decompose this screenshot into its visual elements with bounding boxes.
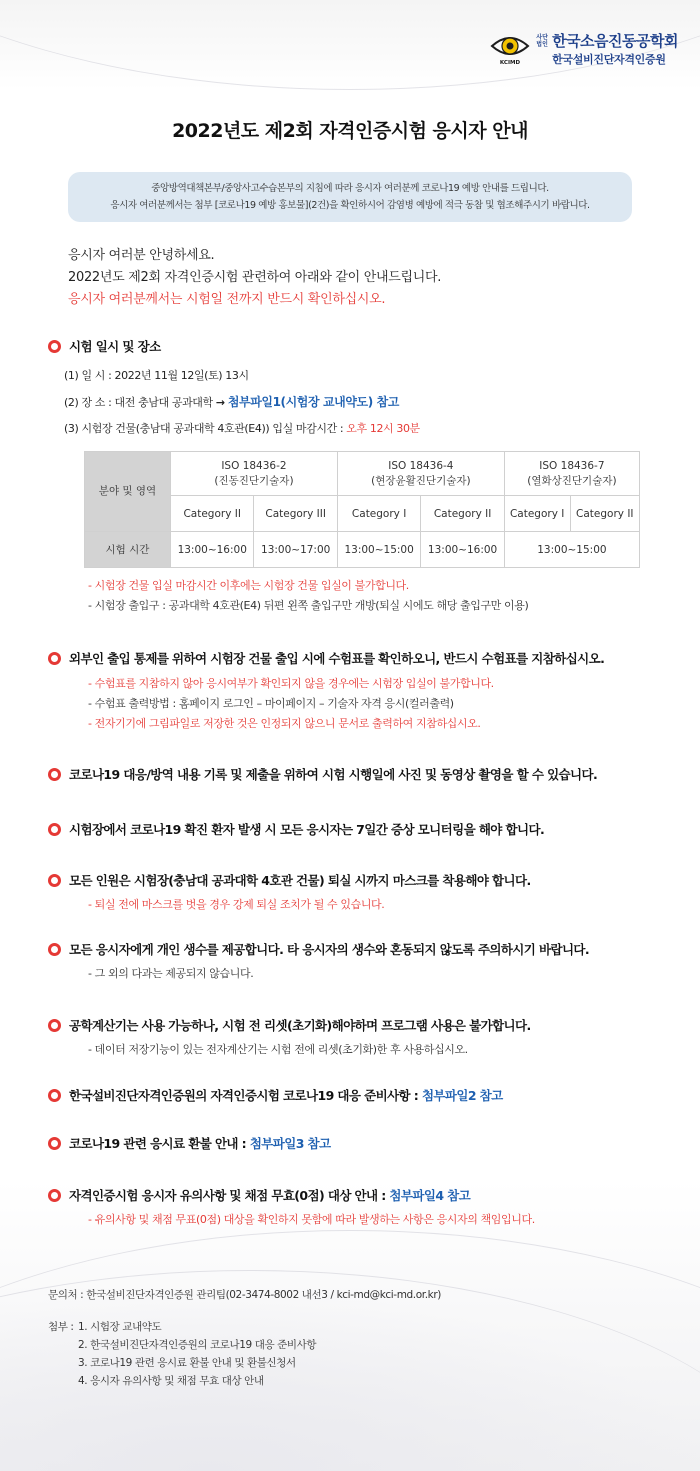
section-prep: 한국설비진단자격인증원의 자격인증시험 코로나19 대응 준비사항 : 첨부파일2 참고 xyxy=(48,1086,503,1104)
section-invalidation: 자격인증시험 응시자 유의사항 및 채점 무효(0점) 대상 안내 : 첨부파일4 참고 - 유의사항 및 채점 무표(0점) 대상을 확인하지 못함에 따라 발생하는 사항은 응시자의 책임입니다. xyxy=(48,1186,535,1230)
table-header-field: 분야 및 영역 xyxy=(85,452,171,532)
circle-bullet-icon xyxy=(48,1189,61,1202)
section-heading: 시험장에서 코로나19 확진 환자 발생 시 모든 응시자는 7일간 증상 모니터링을 해야 합니다. xyxy=(69,822,545,837)
logo-title: 한국소음진동공학회 xyxy=(552,32,678,50)
page-title: 2022년도 제2회 자격인증시험 응시자 안내 xyxy=(172,120,528,142)
circle-bullet-icon xyxy=(48,943,61,956)
attachment-link-4[interactable]: 첨부파일4 참고 xyxy=(389,1188,471,1203)
circle-bullet-icon xyxy=(48,768,61,781)
section-mask xyxy=(48,871,531,915)
greeting-line: 응시자 여러분 안녕하세요. xyxy=(68,248,215,263)
table-time: 13:00~16:00 xyxy=(421,532,504,568)
attachment-item: 1. 시험장 교내약도 xyxy=(78,1321,162,1333)
attachment-link-3[interactable]: 첨부파일3 참고 xyxy=(249,1136,331,1151)
exam-schedule-table xyxy=(84,451,640,568)
logo-tag: 사단법인 xyxy=(536,33,548,48)
table-category: Category III xyxy=(254,496,337,532)
section-heading: 코로나19 대응/방역 내용 기록 및 제출을 위하여 시험 시행일에 사진 및 동영상 촬영을 할 수 있습니다. xyxy=(69,767,598,782)
table-time: 13:00~15:00 xyxy=(504,532,639,568)
section-refund: 코로나19 관련 응시료 환불 안내 : 첨부파일3 참고 xyxy=(48,1134,331,1152)
note: - 그 외의 다과는 제공되지 않습니다. xyxy=(88,967,254,980)
table-category: Category II xyxy=(570,496,639,532)
svg-text:KCIMD: KCIMD xyxy=(500,59,521,66)
section-heading: 시험 일시 및 장소 xyxy=(69,339,161,354)
schedule-date: (1) 일 시 : 2022년 11월 12일(토) 13시 xyxy=(64,369,249,382)
covid-notice-box xyxy=(68,172,632,222)
section-water xyxy=(48,940,589,984)
table-category: Category II xyxy=(171,496,254,532)
note-red: - 전자기기에 그림파일로 저장한 것은 인정되지 않으니 문서로 출력하여 지참하십시오. xyxy=(88,717,481,730)
attachment-link-1[interactable]: 첨부파일1(시험장 교내약도) 참고 xyxy=(227,395,399,409)
greeting-warning: 응시자 여러분께서는 시험일 전까지 반드시 확인하십시오. xyxy=(68,292,386,307)
section-calculator xyxy=(48,1016,531,1060)
notice-line: 응시자 여러분께서는 첨부 [코로나19 예방 홍보물](2건)을 확인하시어 감염병 예방에 적극 동참 및 협조해주시기 바랍니다. xyxy=(110,200,590,211)
note-red: - 유의사항 및 채점 무표(0점) 대상을 확인하지 못함에 따라 발생하는 사항은 응시자의 책임입니다. xyxy=(88,1213,535,1226)
contact-info: 문의처 : 한국설비진단자격인증원 관리팀(02-3474-8002 내선3 / kci-md@kci-md.or.kr) xyxy=(48,1289,441,1301)
circle-bullet-icon xyxy=(48,340,61,353)
eye-logo-icon xyxy=(490,32,530,66)
notice-line: 중앙방역대책본부/중앙사고수습본부의 지침에 따라 응시자 여러분께 코로나19 예방 안내를 드립니다. xyxy=(151,183,549,194)
attachment-link-2[interactable]: 첨부파일2 참고 xyxy=(421,1088,503,1103)
circle-bullet-icon xyxy=(48,1137,61,1150)
circle-bullet-icon xyxy=(48,874,61,887)
note-red: - 수험표를 지참하지 않아 응시여부가 확인되지 않을 경우에는 시험장 입실이 불가합니다. xyxy=(88,677,494,690)
section-monitoring xyxy=(48,820,544,838)
attachment-item: 4. 응시자 유의사항 및 채점 무효 대상 안내 xyxy=(78,1375,264,1387)
table-category: Category II xyxy=(421,496,504,532)
table-time: 13:00~15:00 xyxy=(337,532,420,568)
table-group-header: ISO 18436-7 (열화상진단기술자) xyxy=(504,452,639,496)
schedule-place: (2) 장 소 : 대전 충남대 공과대학 → 첨부파일1(시험장 교내약도) 참고 xyxy=(64,395,399,409)
table-header-time: 시험 시간 xyxy=(85,532,171,568)
section-heading: 모든 인원은 시험장(충남대 공과대학 4호관 건물) 퇴실 시까지 마스크를 착용해야 합니다. xyxy=(69,873,531,888)
circle-bullet-icon xyxy=(48,1089,61,1102)
section-heading: 모든 응시자에게 개인 생수를 제공합니다. 타 응시자의 생수와 혼동되지 않도록 주의하시기 바랍니다. xyxy=(69,942,590,957)
attachment-item: 3. 코로나19 관련 응시료 환불 안내 및 환불신청서 xyxy=(78,1357,296,1369)
deadline-time: 오후 12시 30분 xyxy=(346,422,420,435)
greeting xyxy=(68,245,441,311)
section-photo xyxy=(48,765,597,783)
attachment-label: 첨부 : xyxy=(48,1321,74,1333)
table-group-header: ISO 18436-4 (현장윤활진단기술자) xyxy=(337,452,504,496)
table-time: 13:00~17:00 xyxy=(254,532,337,568)
organization-logo xyxy=(490,30,678,67)
arrow-right-icon: → xyxy=(215,396,225,409)
table-group-header: ISO 18436-2 (진동진단기술자) xyxy=(171,452,338,496)
logo-subtitle: 한국설비진단자격인증원 xyxy=(552,53,666,66)
note: - 시험장 출입구 : 공과대학 4호관(E4) 뒤편 왼쪽 출입구만 개방(퇴실 시에도 해당 출입구만 이용) xyxy=(88,599,529,612)
greeting-line: 2022년도 제2회 자격인증시험 관련하여 아래와 같이 안내드립니다. xyxy=(68,270,442,285)
section-heading: 공학계산기는 사용 가능하나, 시험 전 리셋(초기화)해야하며 프로그램 사용은 불가합니다. xyxy=(69,1018,531,1033)
schedule-deadline: (3) 시험장 건물(충남대 공과대학 4호관(E4)) 입실 마감시간 : 오후 12시 30분 xyxy=(64,422,420,435)
table-category: Category I xyxy=(337,496,420,532)
note: - 수험표 출력방법 : 홈페이지 로그인 – 마이페이지 – 기술자 자격 응시(컬러출력) xyxy=(88,697,454,710)
section-ticket xyxy=(48,649,604,734)
section-schedule xyxy=(48,337,420,442)
schedule-notes xyxy=(48,576,528,616)
circle-bullet-icon xyxy=(48,1019,61,1032)
section-heading: 외부인 출입 통제를 위하여 시험장 건물 출입 시에 수험표를 확인하오니, 반드시 수험표를 지참하십시오. xyxy=(69,651,605,666)
attachment-list xyxy=(48,1318,316,1390)
circle-bullet-icon xyxy=(48,652,61,665)
table-time: 13:00~16:00 xyxy=(171,532,254,568)
circle-bullet-icon xyxy=(48,823,61,836)
note-red: - 시험장 건물 입실 마감시간 이후에는 시험장 건물 입실이 불가합니다. xyxy=(88,579,409,592)
table-category: Category I xyxy=(504,496,570,532)
note: - 데이터 저장기능이 있는 전자계산기는 시험 전에 리셋(초기화)한 후 사용하십시오. xyxy=(88,1043,468,1056)
attachment-item: 2. 한국설비진단자격인증원의 코로나19 대응 준비사항 xyxy=(78,1339,317,1351)
note-red: - 퇴실 전에 마스크를 벗을 경우 강제 퇴실 조치가 될 수 있습니다. xyxy=(88,898,385,911)
